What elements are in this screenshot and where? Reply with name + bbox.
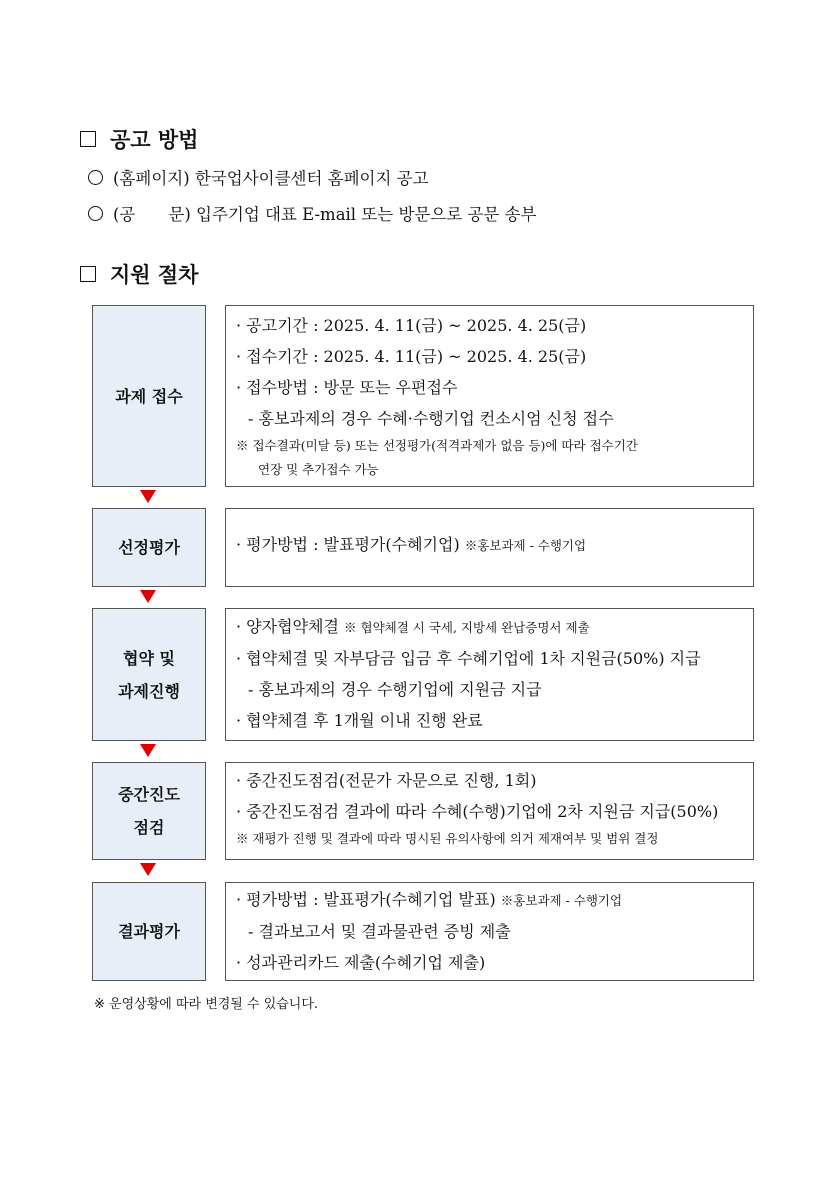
section-title-announcement: 공고 방법 (80, 124, 198, 154)
section-title-procedure: 지원 절차 (80, 259, 198, 289)
step-content-midterm: · 중간진도점검(전문가 자문으로 진행, 1회) · 중간진도점검 결과에 따라 수혜(수행)기업에 2차 지원금 지급(50%) ※ 재평가 진행 및 결과에 따라 명시된 유의사항에 의거 제재여부 및 범위 결정 (225, 762, 754, 860)
step-content-result: · 평가방법 : 발표평가(수혜기업 발표) ※홍보과제 - 수행기업 - 결과보고서 및 결과물관련 증빙 제출 · 성과관리카드 제출(수혜기업 제출) (225, 882, 754, 981)
down-arrow-icon (140, 744, 156, 757)
step-label-midterm: 중간진도 점검 (92, 762, 206, 860)
step-content-selection: · 평가방법 : 발표평가(수혜기업) ※홍보과제 - 수행기업 (225, 508, 754, 587)
announcement-item-official-letter: (공 문) 입주기업 대표 E-mail 또는 방문으로 공문 송부 (88, 201, 536, 225)
down-arrow-icon (140, 490, 156, 503)
circle-bullet-icon (88, 206, 103, 221)
circle-bullet-icon (88, 170, 103, 185)
square-bullet-icon (80, 131, 96, 147)
announcement-item-homepage: (홈페이지) 한국업사이클센터 홈페이지 공고 (88, 165, 429, 189)
step-label-agreement: 협약 및 과제진행 (92, 608, 206, 741)
step-content-agreement: · 양자협약체결 ※ 협약체결 시 국세, 지방세 완납증명서 제출 · 협약체결 및 자부담금 입금 후 수혜기업에 1차 지원금(50%) 지급 - 홍보과제의 경우 수행기업에 지원금 지급 · 협약체결 후 1개월 이내 진행 완료 (225, 608, 754, 741)
square-bullet-icon (80, 266, 96, 282)
step-label-result: 결과평가 (92, 882, 206, 981)
step-label-application: 과제 접수 (92, 305, 206, 487)
down-arrow-icon (140, 863, 156, 876)
step-content-application: · 공고기간 : 2025. 4. 11(금) ~ 2025. 4. 25(금) · 접수기간 : 2025. 4. 11(금) ~ 2025. 4. 25(금) · 접수방법 : 방문 또는 우편접수 - 홍보과제의 경우 수혜·수행기업 컨소시엄 신청 접수 ※ 접수결과(미달 등) 또는 선정평가(적격과제가 없음 등)에 따라 접수기간 연장 및 추가접수 가능 (225, 305, 754, 487)
down-arrow-icon (140, 590, 156, 603)
step-label-selection: 선정평가 (92, 508, 206, 587)
footnote: ※ 운영상황에 따라 변경될 수 있습니다. (94, 997, 319, 1012)
